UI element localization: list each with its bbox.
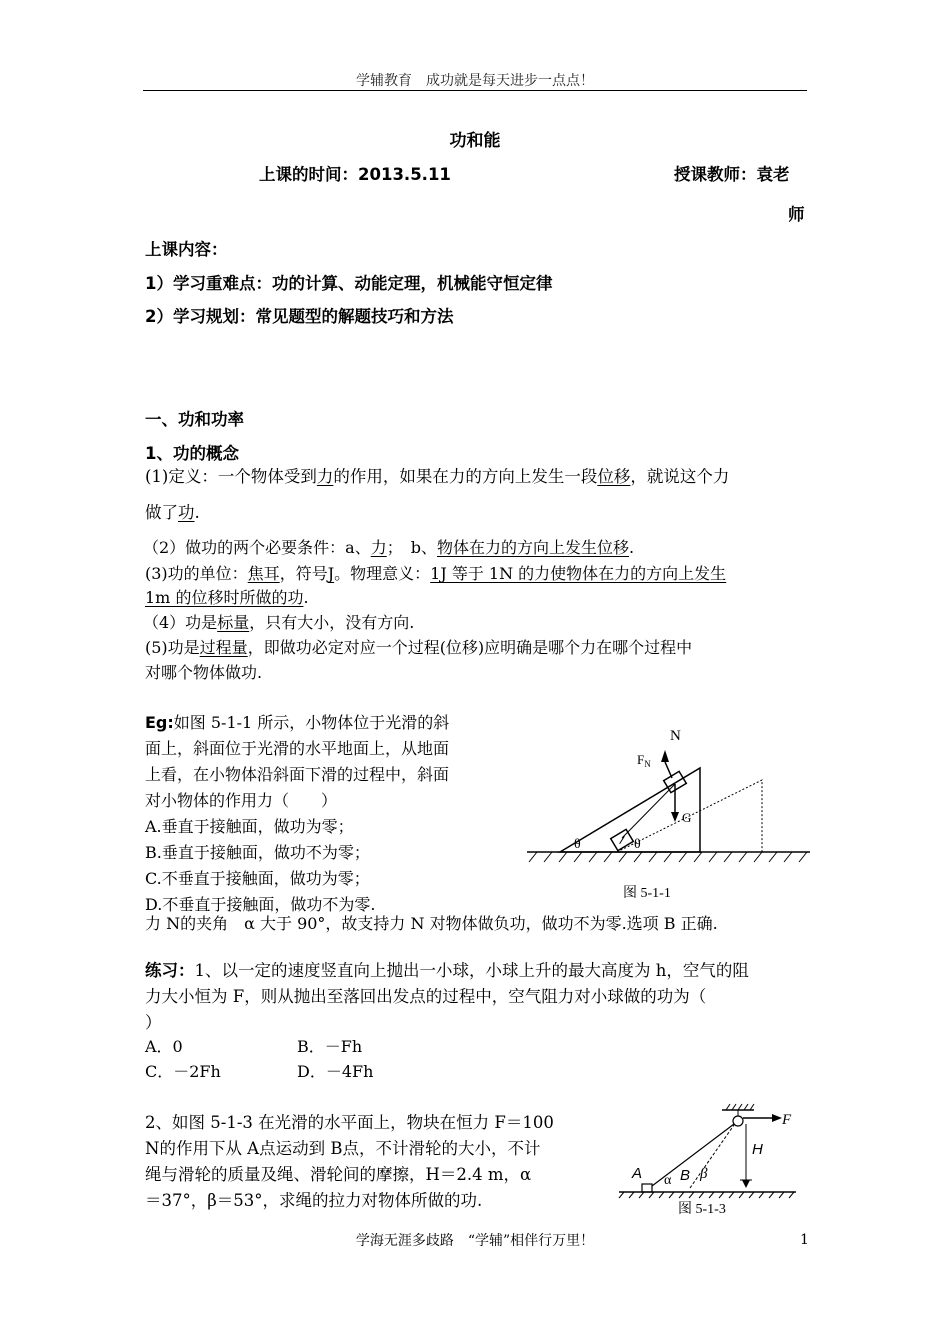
option-a: A.垂直于接触面，做功为零；	[145, 817, 354, 836]
section-title: 一、功和功率	[145, 410, 244, 429]
figure-incline	[522, 722, 814, 906]
class-time: 上课的时间：2013.5.11	[259, 165, 451, 184]
page-footer: 学海无涯多歧路 “学辅”相伴行万里！	[355, 1233, 595, 1249]
teacher-name: 授课教师：袁老	[674, 165, 790, 184]
subsection-title: 1、功的概念	[145, 444, 239, 463]
label-f: F	[782, 1112, 792, 1128]
concept-process-line2: 对哪个物体做功.	[145, 663, 263, 682]
label-theta-2: θ	[634, 837, 641, 852]
concept-scalar: （4）功是标量，只有大小，没有方向.	[143, 613, 415, 632]
page-header: 学辅教育 成功就是每天进步一点点！	[356, 73, 594, 89]
content-item-2: 2）学习规划：常见题型的解题技巧和方法	[145, 307, 454, 326]
q1-option-a: A．0	[145, 1037, 183, 1056]
label-a: A	[632, 1165, 643, 1182]
figure-caption-513: 图 5-1-3	[678, 1202, 726, 1217]
content-label: 上课内容：	[145, 240, 228, 259]
figure-caption-511: 图 5-1-1	[623, 886, 671, 901]
concept-unit-line2: 1m 的位移时所做的功.	[145, 588, 309, 607]
label-h: H	[752, 1141, 763, 1158]
header-rule	[143, 90, 807, 91]
practice-q2: 2、如图 5-1-3 在光滑的水平面上，物块在恒力 F＝100 N的作用下从 A点运动到 B点，不计滑轮的大小，不计 绳与滑轮的质量及绳、滑轮间的摩擦，H＝2.4 m，α ＝37°，β＝53°，求绳的拉力对物体所做的功.	[145, 1113, 554, 1210]
teacher-name-tail: 师	[788, 205, 805, 224]
concept-definition-line2: 做了功.	[145, 503, 200, 522]
content-item-1: 1）学习重难点：功的计算、动能定理，机械能守恒定律	[145, 274, 553, 293]
concept-unit-line1: (3)功的单位：焦耳，符号J。物理意义：1J 等于 1N 的力使物体在力的方向上发生	[145, 564, 727, 583]
q1-option-c: C．－2Fh	[145, 1062, 221, 1081]
figure-pulley	[614, 1098, 804, 1204]
label-theta-1: θ	[574, 837, 581, 852]
label-alpha: α	[664, 1173, 672, 1188]
label-g: G	[682, 810, 692, 825]
example-answer: 力 N的夹角 α 大于 90°，故支持力 N 对物体做负功，做功不为零.选项 B 正确.	[145, 914, 718, 933]
page-number: 1	[800, 1232, 809, 1248]
doc-title: 功和能	[449, 131, 501, 151]
concept-definition-line1: (1)定义：一个物体受到力的作用，如果在力的方向上发生一段位移，就说这个力	[145, 467, 730, 486]
concept-process-line1: (5)功是过程量，即做功必定对应一个过程(位移)应明确是哪个力在哪个过程中	[145, 638, 693, 657]
concept-conditions: （2）做功的两个必要条件：a、力； b、物体在力的方向上发生位移.	[143, 538, 635, 557]
label-beta: β	[700, 1166, 708, 1182]
label-fn: $F_N$	[637, 752, 651, 769]
option-d: D.不垂直于接触面，做功不为零.	[145, 895, 376, 914]
label-n: N	[670, 728, 681, 744]
option-b: B.垂直于接触面，做功不为零；	[145, 843, 370, 862]
option-c: C.不垂直于接触面，做功为零；	[145, 869, 370, 888]
practice-q1: 练习：1、以一定的速度竖直向上抛出一小球，小球上升的最大高度为 h，空气的阻 力大小恒为 F，则从抛出至落回出发点的过程中，空气阻力对小球做的功为（ ）	[145, 961, 749, 1032]
q1-option-b: B．－Fh	[297, 1037, 363, 1056]
label-b: B	[680, 1167, 691, 1184]
example-question: Eg:如图 5-1-1 所示，小物体位于光滑的斜 面上，斜面位于光滑的水平地面上，从地面 上看，在小物体沿斜面下滑的过程中，斜面 对小物体的作用力（ ） A.垂直于接触面，做功为零； B.垂直于接触面，做功不为零； C.不垂直于接触面，做功为零； D.不垂直于接触面，做功不为零.	[145, 710, 525, 918]
q1-option-d: D．－4Fh	[297, 1062, 374, 1081]
